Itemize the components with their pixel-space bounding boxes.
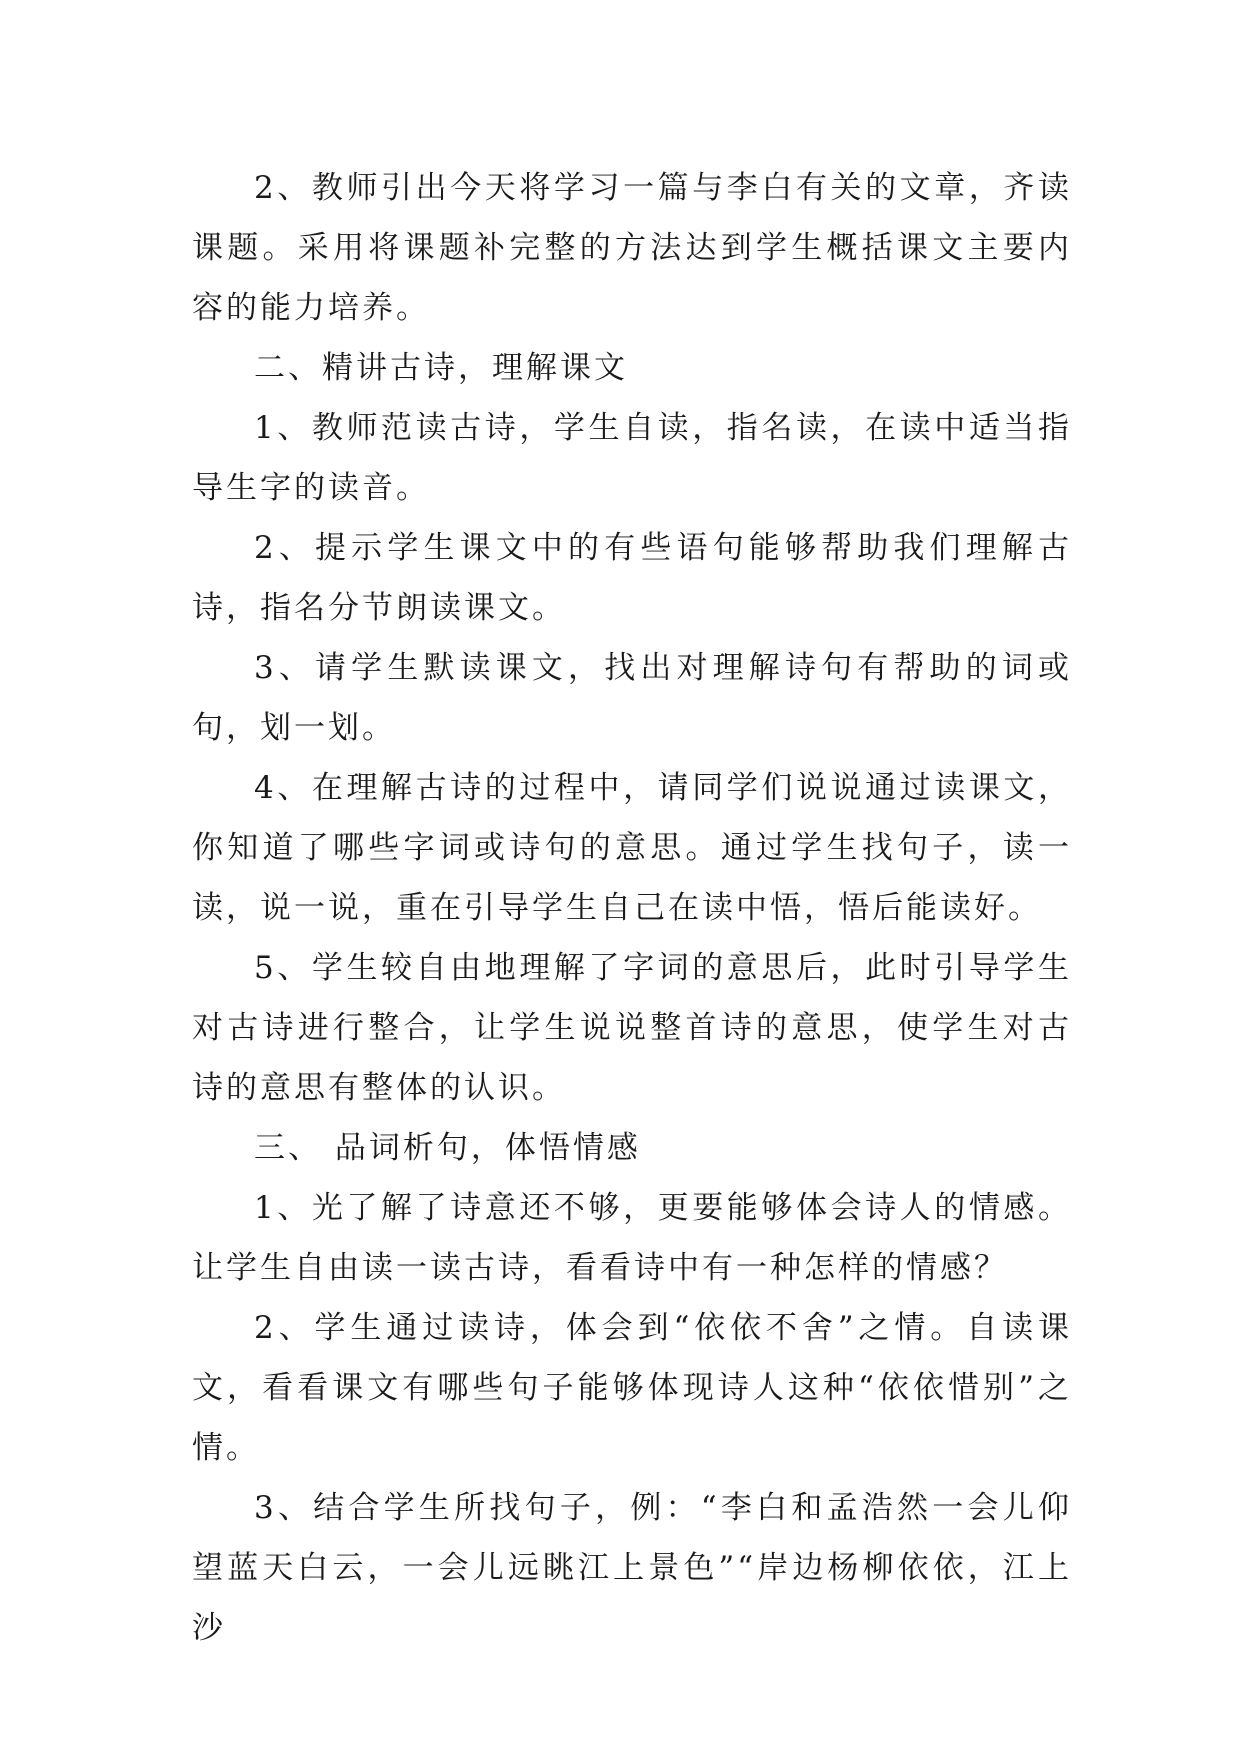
paragraph-understanding-process: 4、在理解古诗的过程中，请同学们说说通过读课文，你知道了哪些字词或诗句的意思。通过学生找句子，读一读，说一说，重在引导学生自己在读中悟，悟后能读好。	[192, 770, 1072, 926]
paragraph-reluctant-parting: 2、学生通过读诗，体会到“依依不舍”之情。自读课文，看看课文有哪些句子能够体现诗人这种“依依惜别”之情。	[192, 1310, 1072, 1466]
document-body	[192, 158, 1072, 1658]
paragraph-poet-emotion: 1、光了解了诗意还不够，更要能够体会诗人的情感。让学生自由读一读古诗，看看诗中有一种怎样的情感？	[192, 1190, 1072, 1286]
section-heading-3: 三、 品词析句，体悟情感	[254, 1130, 641, 1166]
paragraph-silent-reading: 3、请学生默读课文，找出对理解诗句有帮助的词或句，划一划。	[192, 650, 1072, 746]
paragraph-hint-sentences: 2、提示学生课文中的有些语句能够帮助我们理解古诗，指名分节朗读课文。	[192, 530, 1072, 626]
paragraph-2-intro-lesson: 2、教师引出今天将学习一篇与李白有关的文章，齐读课题。采用将课题补完整的方法达到学生概括课文主要内容的能力培养。	[192, 170, 1072, 326]
paragraph-teacher-reading: 1、教师范读古诗，学生自读，指名读，在读中适当指导生字的读音。	[192, 410, 1072, 506]
paragraph-example-sentences: 3、结合学生所找句子，例：“李白和孟浩然一会儿仰望蓝天白云，一会儿远眺江上景色”“岸边杨柳依依，江上沙	[192, 1490, 1072, 1646]
section-heading-2: 二、精讲古诗，理解课文	[254, 350, 628, 386]
paragraph-poem-integration: 5、学生较自由地理解了字词的意思后，此时引导学生对古诗进行整合，让学生说说整首诗的意思，使学生对古诗的意思有整体的认识。	[192, 950, 1072, 1106]
